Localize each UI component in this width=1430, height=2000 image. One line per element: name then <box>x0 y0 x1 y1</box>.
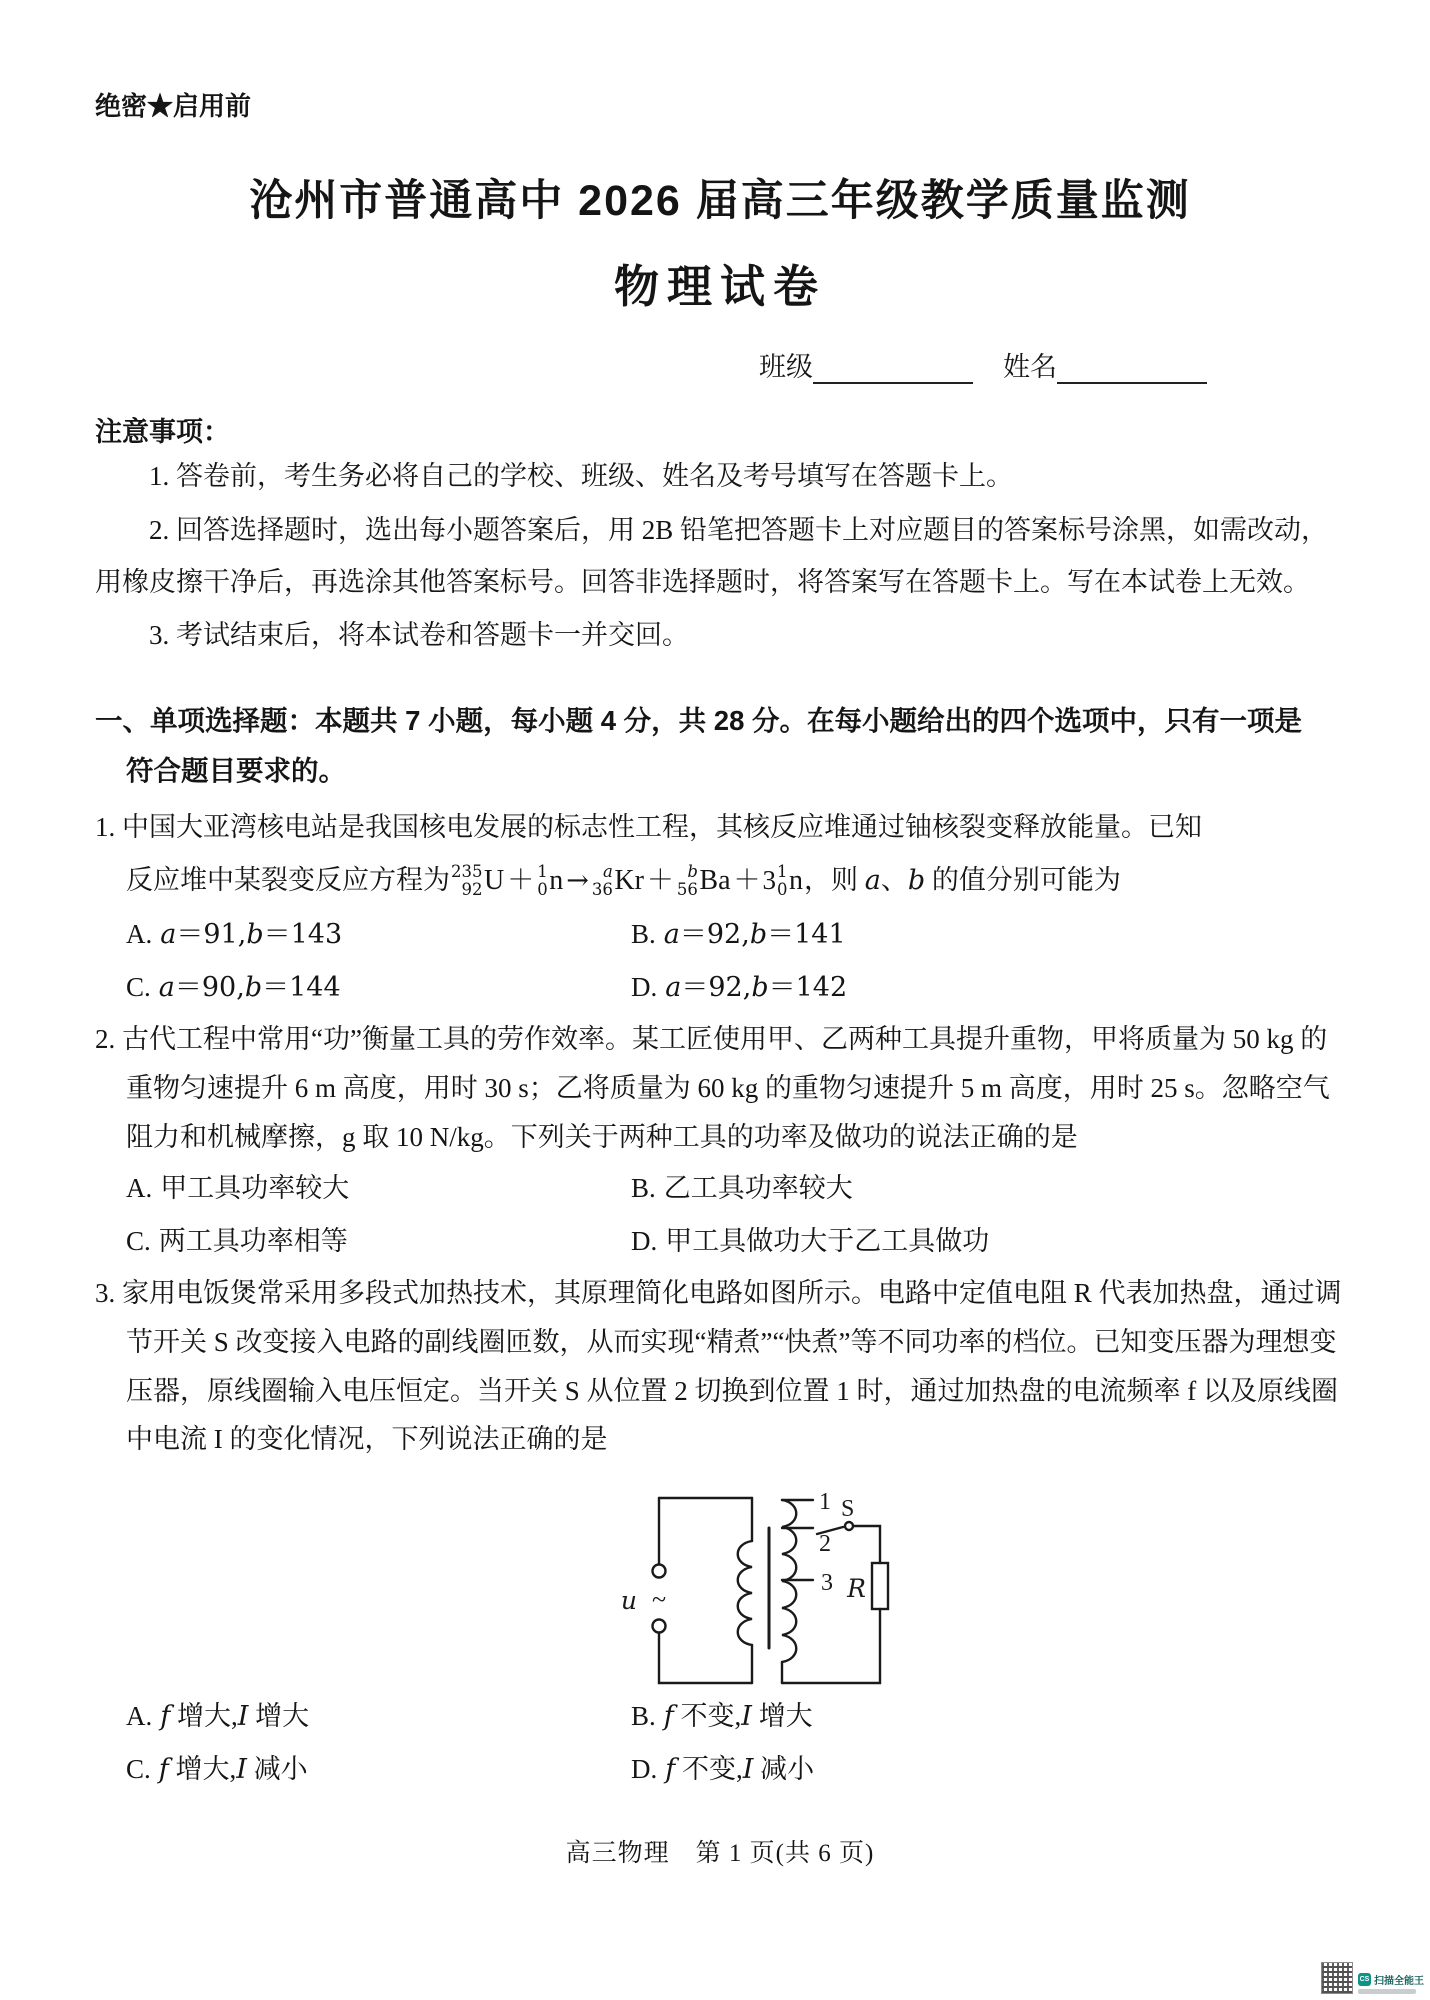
resistor-icon <box>872 1563 888 1609</box>
option-row[interactable]: A. 甲工具功率较大 <box>126 1173 350 1204</box>
switch-pivot <box>845 1522 853 1530</box>
option-row[interactable]: D. f 不变,I 减小 <box>631 1753 815 1785</box>
plus-operator: ＋ <box>733 864 761 896</box>
section-heading-line1: 一、单项选择题：本题共 7 小题，每小题 4 分，共 28 分。在每小题给出的四个选项中，只有一项是 <box>95 705 1303 737</box>
circuit-figure <box>615 1478 915 1693</box>
wire <box>853 1526 880 1563</box>
nuclide-krypton: a 36 Kr <box>591 862 644 899</box>
option-row[interactable]: C. a＝90,b＝144 <box>126 972 341 1004</box>
class-input-line[interactable] <box>813 352 973 384</box>
option-row[interactable]: A. f 增大,I 增大 <box>126 1700 310 1732</box>
resistor-label: R <box>847 1573 866 1603</box>
source-terminal-icon <box>653 1619 666 1632</box>
tap-label-1: 1 <box>819 1488 831 1515</box>
option-row[interactable]: D. 甲工具做功大于乙工具做功 <box>631 1226 990 1257</box>
plus-operator: ＋ <box>646 864 674 896</box>
nuclide-uranium: 235 92 U <box>451 862 505 899</box>
equation-lead-text: 反应堆中某裂变反应方程为 <box>126 864 450 895</box>
question-2-text: 2. 古代工程中常用“功”衡量工具的劳作效率。某工匠使用甲、乙两种工具提升重物，甲将质量为 50 kg 的重物匀速提升 6 m 高度，用时 30 s；乙将质量为 60 kg 的重物匀速提升 5 m 高度，用时 25 s。忽略空气阻力和机械摩擦，g 取 10 N/kg。下列关于两种工具的功率及做功的说法正确的是 <box>95 1024 1330 1152</box>
option-row[interactable]: B. a＝92,b＝141 <box>631 919 846 951</box>
question-2-number: 2. <box>95 1024 116 1055</box>
name-field-label: 姓名 <box>1003 352 1057 382</box>
student-info-line <box>95 345 1345 384</box>
equation-tail: ，则 a、b 的值分别可能为 <box>804 864 1121 896</box>
primary-coil <box>738 1541 752 1645</box>
camscanner-logo-icon: CS <box>1358 1973 1371 1986</box>
option-row[interactable]: B. f 不变,I 增大 <box>631 1700 813 1732</box>
wire <box>659 1633 752 1683</box>
qr-code-icon <box>1321 1962 1353 1994</box>
option-row[interactable]: C. 两工具功率相等 <box>126 1226 348 1257</box>
page-footer: 高三物理 第 1 页(共 6 页) <box>565 1840 875 1868</box>
tilde-icon: ~ <box>651 1584 667 1614</box>
plus-operator: ＋ <box>507 864 535 896</box>
tap-label-3: 3 <box>821 1569 833 1596</box>
option-row[interactable]: A. a＝91,b＝143 <box>126 919 343 951</box>
question-1-number: 1. <box>95 812 116 843</box>
class-field-label: 班级 <box>759 352 813 382</box>
transformer-circuit-svg <box>615 1478 915 1693</box>
question-3-number: 3. <box>95 1278 116 1309</box>
tap-label-2: 2 <box>819 1530 831 1557</box>
nuclide-neutron-1: 1 0 n <box>537 862 564 899</box>
section-heading <box>95 696 1345 795</box>
switch-label: S <box>841 1495 855 1522</box>
source-terminal-icon <box>653 1564 666 1577</box>
notice-item-1: 1. 答卷前，考生务必将自己的学校、班级、姓名及考号填写在答题卡上。 <box>149 461 1013 491</box>
question-1-text <box>95 803 1345 852</box>
option-row[interactable]: B. 乙工具功率较大 <box>631 1173 853 1204</box>
camscanner-brand-text: 扫描全能王 <box>1374 1976 1424 1987</box>
question-2-options <box>95 1169 1345 1261</box>
notice-item-3: 3. 考试结束后，将本试卷和答题卡一并交回。 <box>149 620 689 651</box>
nuclide-neutron-2: 1 0 n <box>777 862 804 899</box>
arrow-icon: → <box>566 864 589 896</box>
notice-heading: 注意事项： <box>95 417 230 447</box>
name-input-line[interactable] <box>1057 352 1207 384</box>
exam-subtitle: 物理试卷 <box>613 261 826 312</box>
question-3-options <box>95 1697 1345 1789</box>
question-1-intro: 中国大亚湾核电站是我国核电发展的标志性工程，其核反应堆通过铀核裂变释放能量。已知 <box>122 812 1202 843</box>
classification-text: 绝密★启用前 <box>95 91 252 121</box>
option-row[interactable]: C. f 增大,I 减小 <box>126 1753 308 1785</box>
section-heading-line2: 符合题目要求的。 <box>126 754 346 786</box>
option-row[interactable]: D. a＝92,b＝142 <box>631 972 848 1004</box>
exam-title: 沧州市普通高中 2026 届高三年级教学质量监测 <box>249 177 1191 225</box>
neutron-coefficient: 3 <box>762 864 777 895</box>
watermark-tagline-bar <box>1358 1989 1416 1994</box>
question-3-text: 3. 家用电饭煲常采用多段式加热技术，其原理简化电路如图所示。电路中定值电阻 R 代表加热盘，通过调节开关 S 改变接入电路的副线圈匝数，从而实现“精煮”“快煮”等不同功率的档位。已知变压器为理想变压器，原线圈输入电压恒定。当开关 S 从位置 2 切换到位置 1 时，通过加热盘的电流频率 f 以及原线圈中电流 I 的变化情况，下列说法正确的是 <box>95 1278 1342 1455</box>
question-1-equation <box>126 854 1345 907</box>
camscanner-watermark <box>1321 1962 1424 1994</box>
nuclide-barium: b 56 Ba <box>676 862 731 899</box>
notice-item-2: 2. 回答选择题时，选出每小题答案后，用 2B 铅笔把答题卡上对应题目的答案标号涂黑，如需改动，用橡皮擦干净后，再选涂其他答案标号。回答非选择题时，将答案写在答题卡上。写在本试卷上无效。 <box>95 514 1329 597</box>
question-1-options <box>95 915 1345 1007</box>
ac-source-label: u <box>620 1585 637 1615</box>
